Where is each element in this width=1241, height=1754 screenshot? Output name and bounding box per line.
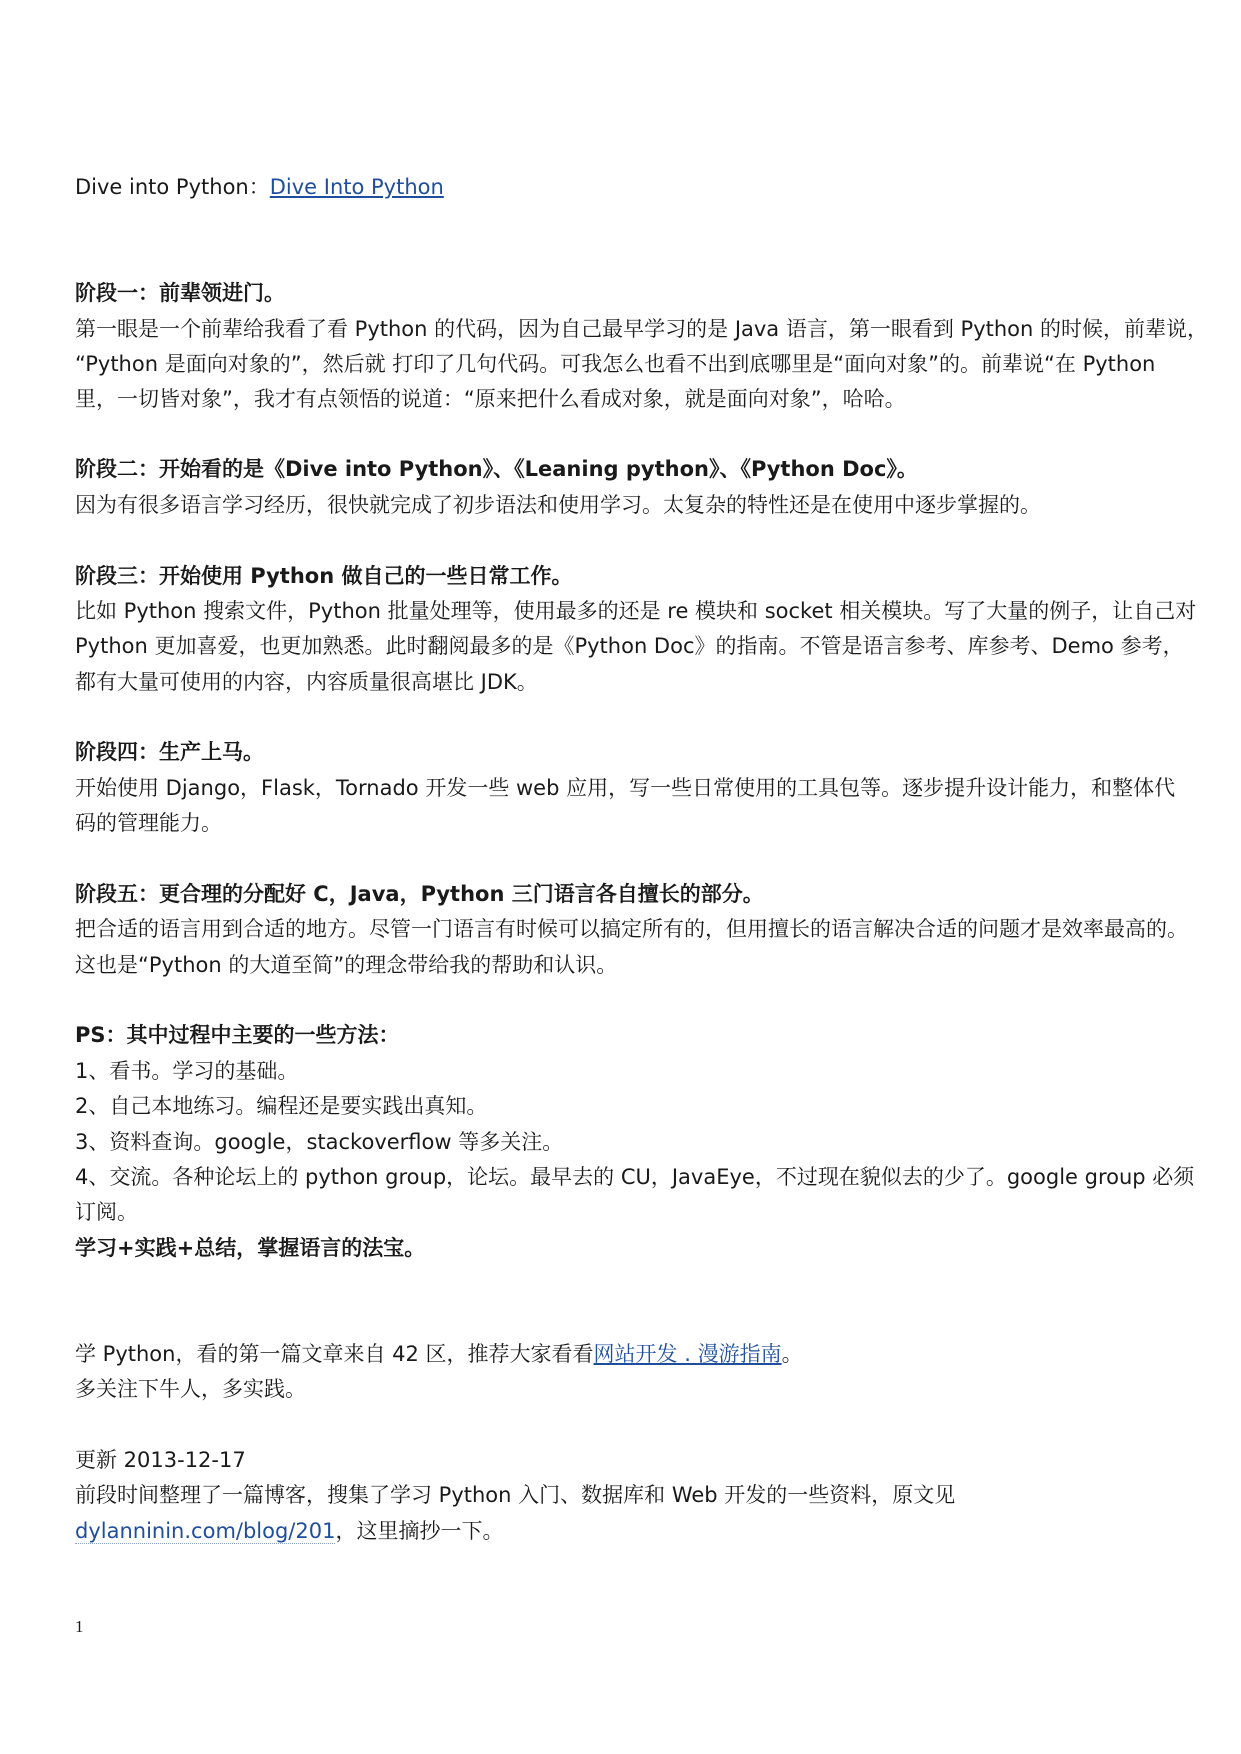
update-date: 更新 2013-12-17 xyxy=(75,1448,246,1472)
stage3-title: 阶段三：开始使用 Python 做自己的一些日常工作。 xyxy=(75,564,573,588)
stage4-title: 阶段四：生产上马。 xyxy=(75,740,264,764)
ps-title: PS：其中过程中主要的一些方法： xyxy=(75,1023,400,1047)
recommend-line2: 多关注下牛人，多实践。 xyxy=(75,1377,306,1401)
stage1-line: 里，一切皆对象”，我才有点领悟的说道：“原来把什么看成对象，就是面向对象”，哈哈。 xyxy=(75,387,906,411)
recommend-suffix: 。 xyxy=(781,1342,803,1366)
stage4-line: 码的管理能力。 xyxy=(75,811,222,835)
web-dev-guide-link[interactable]: 网站开发 . 漫游指南 xyxy=(593,1342,782,1366)
ps-item: 4、交流。各种论坛上的 python group，论坛。最早去的 CU，JavaEye，不过现在貌似去的少了。google group 必须 xyxy=(75,1165,1195,1189)
ps-item: 订阅。 xyxy=(75,1200,138,1224)
stage3-line: 都有大量可使用的内容，内容质量很高堪比 JDK。 xyxy=(75,670,538,694)
stage5-line: 这也是“Python 的大道至简”的理念带给我的帮助和认识。 xyxy=(75,953,618,977)
stage3-line: Python 更加喜爱，也更加熟悉。此时翻阅最多的是《Python Doc》的指南。不管是语言参考、库参考、Demo 参考， xyxy=(75,634,1184,658)
stage5-line: 把合适的语言用到合适的地方。尽管一门语言有时候可以搞定所有的，但用擅长的语言解决合适的问题才是效率最高的。 xyxy=(75,917,1188,941)
stage1-line: “Python 是面向对象的”，然后就 打印了几句代码。可我怎么也看不出到底哪里是“面向对象”的。前辈说“在 Python xyxy=(75,352,1156,376)
ps-item: 3、资料查询。google，stackoverflow 等多关注。 xyxy=(75,1130,564,1154)
stage5-title: 阶段五：更合理的分配好 C，Java，Python 三门语言各自擅长的部分。 xyxy=(75,882,764,906)
update-line: 前段时间整理了一篇博客，搜集了学习 Python 入门、数据库和 Web 开发的一些资料，原文见 xyxy=(75,1483,956,1507)
update-suffix: ，这里摘抄一下。 xyxy=(335,1519,504,1543)
blog-link[interactable]: dylanninin.com/blog/201 xyxy=(75,1519,336,1543)
stage1-line: 第一眼是一个前辈给我看了看 Python 的代码，因为自己最早学习的是 Java 语言，第一眼看到 Python 的时候，前辈说， xyxy=(75,317,1208,341)
dive-into-python-link[interactable]: Dive Into Python xyxy=(269,175,444,199)
stage2-title: 阶段二：开始看的是《Dive into Python》、《Leaning python》、《Python Doc》。 xyxy=(75,457,918,481)
update-link-line xyxy=(75,1518,503,1544)
stage4-line: 开始使用 Django，Flask，Tornado 开发一些 web 应用，写一些日常使用的工具包等。逐步提升设计能力，和整体代 xyxy=(75,776,1176,800)
intro-prefix: Dive into Python： xyxy=(75,175,270,199)
recommend-line xyxy=(75,1341,803,1367)
ps-item: 1、看书。学习的基础。 xyxy=(75,1059,299,1083)
ps-item: 2、自己本地练习。编程还是要实践出真知。 xyxy=(75,1094,488,1118)
page-number: 1 xyxy=(75,1617,84,1636)
stage2-line: 因为有很多语言学习经历，很快就完成了初步语法和使用学习。太复杂的特性还是在使用中逐步掌握的。 xyxy=(75,493,1041,517)
ps-summary: 学习+实践+总结，掌握语言的法宝。 xyxy=(75,1236,426,1260)
intro-line xyxy=(75,174,444,200)
stage1-title: 阶段一：前辈领进门。 xyxy=(75,281,285,305)
stage3-line: 比如 Python 搜索文件，Python 批量处理等，使用最多的还是 re 模块和 socket 相关模块。写了大量的例子，让自己对 xyxy=(75,599,1197,623)
recommend-prefix: 学 Python，看的第一篇文章来自 42 区，推荐大家看看 xyxy=(75,1342,594,1366)
